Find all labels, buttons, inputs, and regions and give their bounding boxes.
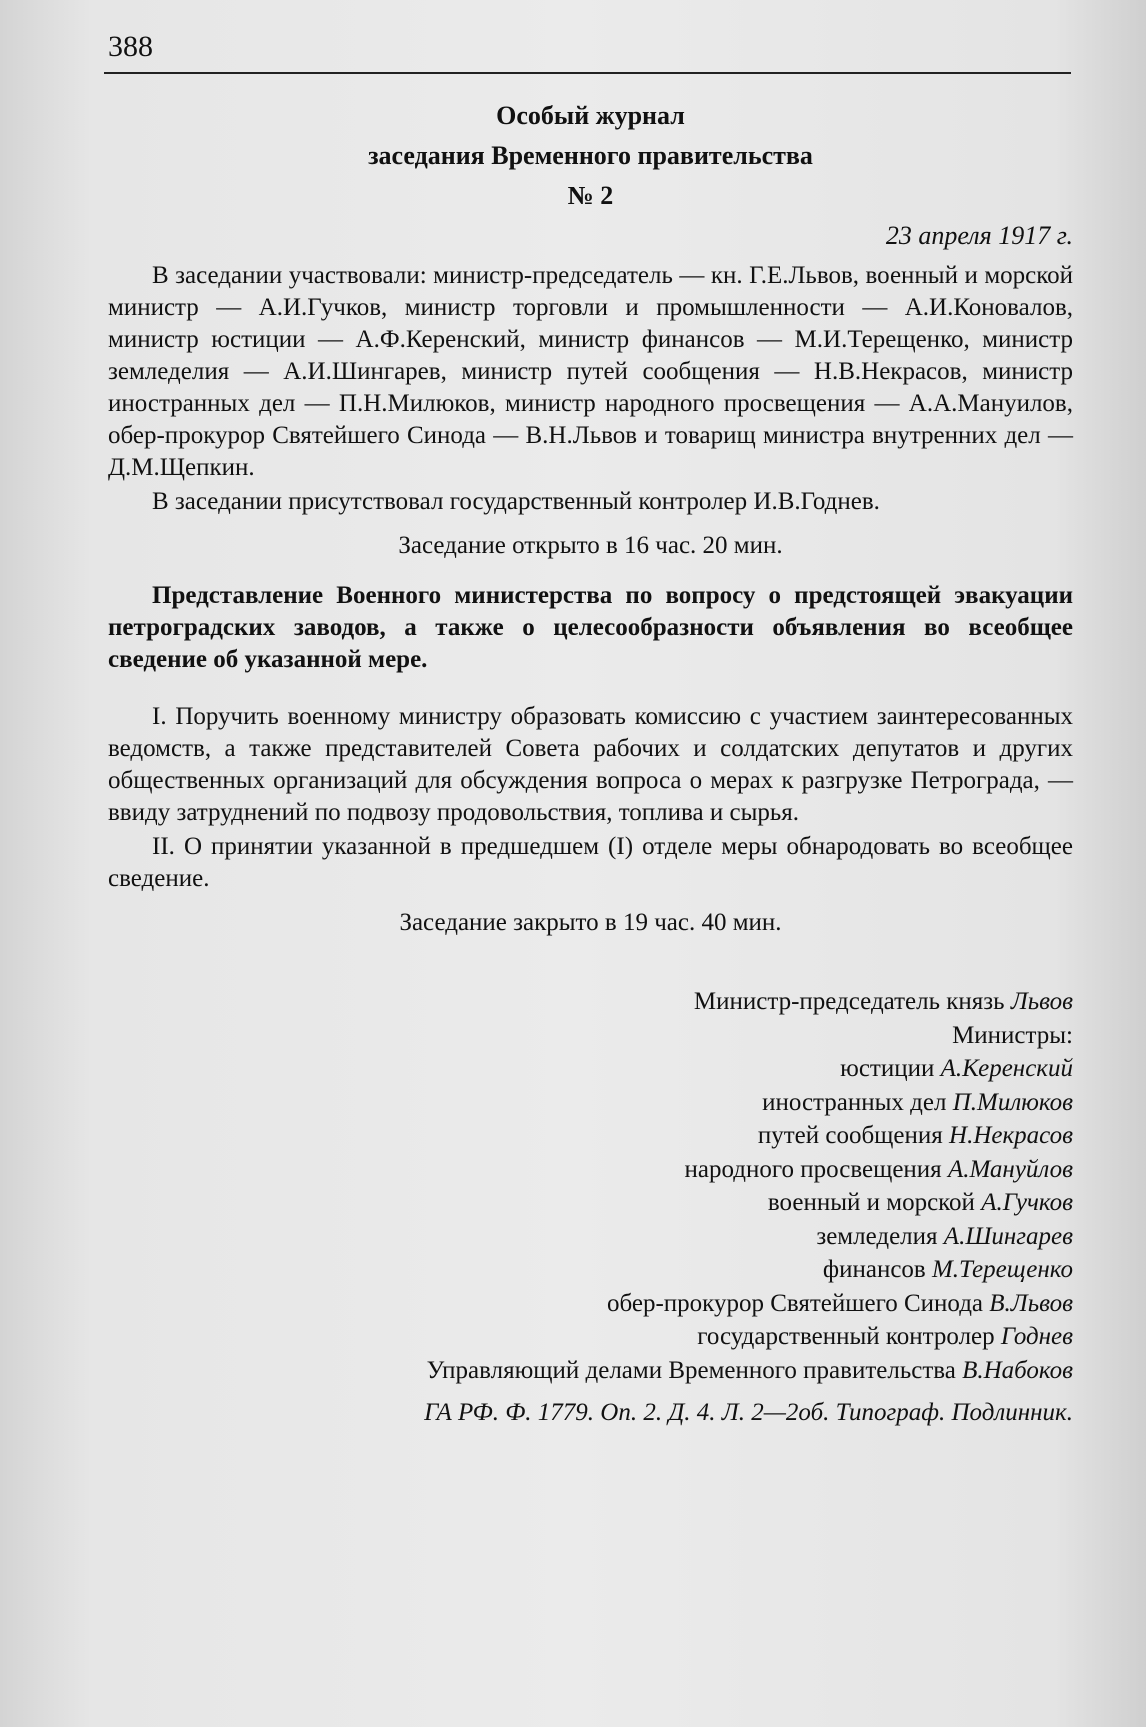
document-date: 23 апреля 1917 г.: [885, 221, 1073, 250]
signature-line: Управляющий делами Временного правительства В.Набоков: [426, 1356, 1073, 1384]
signature-line: финансов М.Терещенко: [822, 1256, 1073, 1283]
signature-line: государственный контролер Годнев: [697, 1323, 1073, 1350]
signature-line: военный и морской А.Гучков: [767, 1189, 1073, 1216]
resolution-item-1: I. Поручить военному министру образовать комиссию с участием заинтересованных ведомств, а также представителей Совета рабочих и солдатских депутатов и других общественных организаций для обсуждения вопроса о мерах к разгрузке Петрограда, — ввиду затруднений по подвозу продовольствия, топлива и сырья.: [108, 703, 1073, 826]
resolution-item-2: II. О принятии указанной в предшедшем (I) отделе меры обнародовать во всеобщее сведение.: [108, 833, 1073, 892]
signature-line: юстиции А.Керенский: [840, 1055, 1073, 1082]
signature-line: иностранных дел П.Милюков: [762, 1088, 1073, 1116]
signature-line: путей сообщения Н.Некрасов: [757, 1122, 1073, 1149]
signature-line: Министры:: [952, 1021, 1073, 1049]
page-number: 388: [108, 30, 153, 63]
signature-line: народного просвещения А.Мануйлов: [684, 1155, 1073, 1183]
signature-line: Министр-председатель князь Львов: [693, 988, 1073, 1015]
signature-line: земледелия А.Шингарев: [816, 1222, 1073, 1250]
present-paragraph: В заседании присутствовал государственный контролер И.В.Годнев.: [152, 488, 880, 515]
session-opened: Заседание открыто в 16 час. 20 мин.: [398, 532, 783, 559]
participants-paragraph: В заседании участвовали: министр-председатель — кн. Г.Е.Львов, военный и морской министр — А.И.Гучков, министр торговли и промышленности — А.И.Коновалов, министр юстиции — А.Ф.Керенский, министр финансов — М.И.Терещенко, министр земледелия — А.И.Шингарев, министр путей сообщения — Н.В.Некрасов, министр иностранных дел — П.Н.Милюков, министр народного просвещения — А.А.Мануилов, обер-прокурор Святейшего Синода — В.Н.Львов и товарищ министра внутренних дел — Д.М.Щепкин.: [108, 262, 1073, 481]
document-body: [108, 96, 1073, 1429]
title-line-1: Особый журнал: [496, 101, 685, 130]
session-closed: Заседание закрыто в 19 час. 40 мин.: [399, 909, 782, 936]
signature-block: [108, 985, 1073, 1387]
title-line-2: заседания Временного правительства: [368, 141, 813, 170]
agenda-heading: Представление Военного министерства по вопросу о предстоящей эвакуации петроградских заводов, а также о целесообразности объявления во всеобщее сведение об указанной мере.: [108, 582, 1073, 673]
header-rule: [104, 72, 1071, 74]
signature-line: обер-прокурор Святейшего Синода В.Львов: [606, 1289, 1073, 1317]
archive-reference: ГА РФ. Ф. 1779. Оп. 2. Д. 4. Л. 2—2об. Типограф. Подлинник.: [424, 1399, 1073, 1426]
title-line-3: № 2: [567, 181, 614, 210]
